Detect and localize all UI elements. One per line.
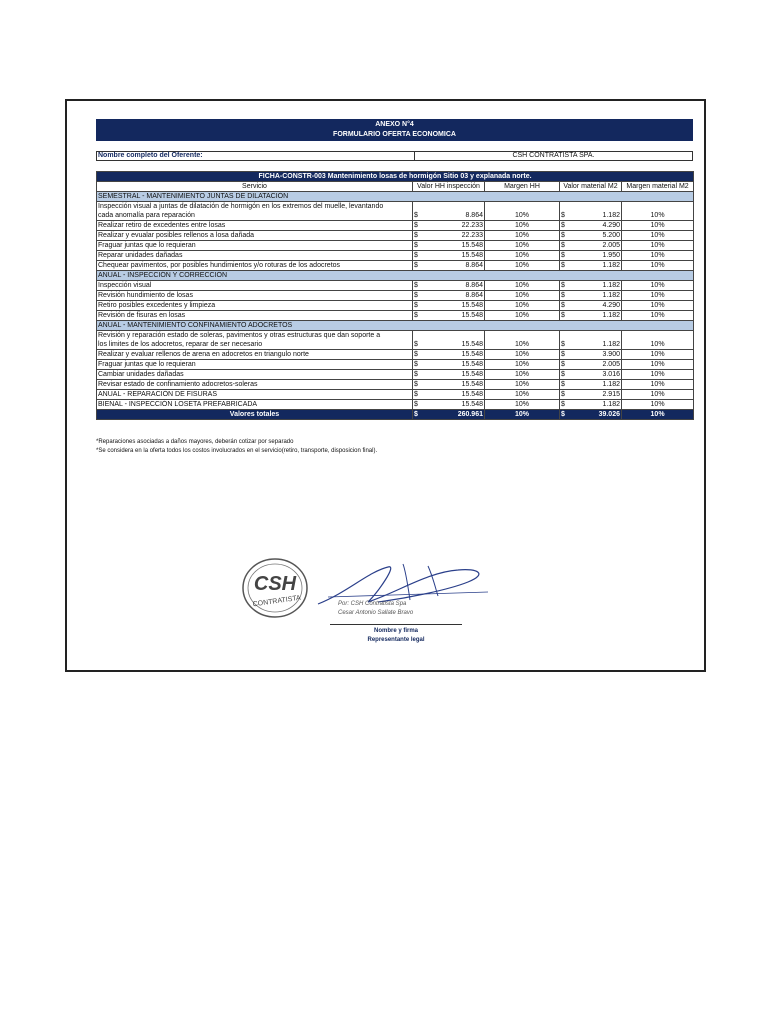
currency-symbol: $ bbox=[414, 291, 418, 299]
service-cell: los limites de los adocretos, reparar de ser necesario bbox=[97, 340, 413, 350]
material-value: 1.182 bbox=[567, 291, 622, 301]
currency-symbol: $ bbox=[561, 350, 565, 358]
material-margin: 10% bbox=[622, 370, 694, 380]
currency-symbol: $ bbox=[561, 291, 565, 299]
currency-symbol: $ bbox=[561, 261, 565, 269]
hh-margin: 10% bbox=[485, 311, 560, 321]
material-margin: 10% bbox=[622, 340, 694, 350]
material-margin: 10% bbox=[622, 311, 694, 321]
material-margin: 10% bbox=[622, 291, 694, 301]
table-row bbox=[97, 390, 694, 400]
material-value: 5.200 bbox=[567, 231, 622, 241]
col-header-hh: Valor HH inspección bbox=[413, 182, 485, 192]
totals-row bbox=[97, 410, 694, 420]
currency-symbol: $ bbox=[561, 390, 565, 398]
service-cell: Inspección visual a juntas de dilatación de hormigón en los extremos del muelle, levantando bbox=[97, 202, 413, 212]
hh-value: 15.548 bbox=[420, 390, 485, 400]
material-value: 1.182 bbox=[567, 380, 622, 390]
currency-symbol: $ bbox=[414, 241, 418, 249]
total-margin-material: 10% bbox=[622, 410, 694, 420]
table-row bbox=[97, 380, 694, 390]
signature-name-label: Nombre y firma bbox=[373, 628, 418, 634]
signature-role-label: Representante legal bbox=[367, 637, 425, 643]
price-table bbox=[96, 171, 694, 420]
material-value: 2.005 bbox=[567, 360, 622, 370]
table-row bbox=[97, 360, 694, 370]
table-title: FICHA-CONSTR-003 Mantenimiento losas de hormigón Sitio 03 y explanada norte. bbox=[97, 172, 694, 182]
material-margin: 10% bbox=[622, 241, 694, 251]
table-row bbox=[97, 331, 694, 341]
currency-symbol: $ bbox=[561, 211, 565, 219]
hh-value: 8.864 bbox=[420, 261, 485, 271]
currency-symbol: $ bbox=[414, 251, 418, 259]
material-value: 1.182 bbox=[567, 340, 622, 350]
hh-margin: 10% bbox=[485, 400, 560, 410]
total-hh: 260.961 bbox=[420, 410, 485, 420]
offerer-label: Nombre completo del Oferente: bbox=[97, 152, 415, 160]
col-header-margin-material: Margen material M2 bbox=[622, 182, 694, 192]
table-row bbox=[97, 202, 694, 212]
material-value: 1.182 bbox=[567, 261, 622, 271]
hh-margin: 10% bbox=[485, 291, 560, 301]
empty-cell bbox=[413, 331, 420, 341]
currency-symbol: $ bbox=[561, 360, 565, 368]
section-row bbox=[97, 321, 694, 331]
hh-margin: 10% bbox=[485, 360, 560, 370]
hh-margin: 10% bbox=[485, 221, 560, 231]
empty-cell bbox=[567, 202, 622, 212]
total-material: 39.026 bbox=[567, 410, 622, 420]
currency-symbol: $ bbox=[561, 380, 565, 388]
service-cell: Fraguar juntas que lo requieran bbox=[97, 241, 413, 251]
table-row bbox=[97, 261, 694, 271]
hh-margin: 10% bbox=[485, 241, 560, 251]
column-header-row bbox=[97, 182, 694, 192]
material-margin: 10% bbox=[622, 380, 694, 390]
currency-symbol: $ bbox=[561, 410, 565, 418]
service-cell: Chequear pavimentos, por posibles hundimientos y/o roturas de los adocretos bbox=[97, 261, 413, 271]
currency-symbol: $ bbox=[561, 221, 565, 229]
material-margin: 10% bbox=[622, 251, 694, 261]
table-row bbox=[97, 311, 694, 321]
material-margin: 10% bbox=[622, 301, 694, 311]
currency-symbol: $ bbox=[414, 211, 418, 219]
hh-value: 8.864 bbox=[420, 291, 485, 301]
empty-cell bbox=[485, 202, 560, 212]
section-title: ANUAL - INSPECCIÓN Y CORRECCIÓN bbox=[97, 271, 694, 281]
section-title: SEMESTRAL - MANTENIMIENTO JUNTAS DE DILATACIÓN bbox=[97, 192, 694, 202]
table-row bbox=[97, 211, 694, 221]
service-cell: cada anomalía para reparación bbox=[97, 211, 413, 221]
hh-margin: 10% bbox=[485, 231, 560, 241]
material-value: 3.016 bbox=[567, 370, 622, 380]
footnotes bbox=[96, 438, 696, 456]
stamp-person: Cesar Antonio Sallate Bravo bbox=[338, 610, 414, 616]
form-title: FORMULARIO OFERTA ECONOMICA bbox=[333, 131, 456, 138]
material-value: 2.915 bbox=[567, 390, 622, 400]
total-margin-hh: 10% bbox=[485, 410, 560, 420]
table-row bbox=[97, 340, 694, 350]
currency-symbol: $ bbox=[414, 231, 418, 239]
empty-cell bbox=[622, 202, 694, 212]
material-margin: 10% bbox=[622, 360, 694, 370]
currency-symbol: $ bbox=[561, 281, 565, 289]
material-value: 4.290 bbox=[567, 221, 622, 231]
section-row bbox=[97, 192, 694, 202]
currency-symbol: $ bbox=[414, 370, 418, 378]
hh-margin: 10% bbox=[485, 211, 560, 221]
hh-margin: 10% bbox=[485, 370, 560, 380]
hh-margin: 10% bbox=[485, 350, 560, 360]
currency-symbol: $ bbox=[561, 231, 565, 239]
currency-symbol: $ bbox=[414, 301, 418, 309]
material-margin: 10% bbox=[622, 400, 694, 410]
hh-value: 15.548 bbox=[420, 301, 485, 311]
material-value: 2.005 bbox=[567, 241, 622, 251]
material-margin: 10% bbox=[622, 211, 694, 221]
empty-cell bbox=[413, 202, 420, 212]
currency-symbol: $ bbox=[561, 251, 565, 259]
currency-symbol: $ bbox=[414, 221, 418, 229]
service-cell: BIENAL - INSPECCIÓN LOSETA PREFABRICADA bbox=[97, 400, 413, 410]
section-title: ANUAL - MANTENIMIENTO CONFINAMIENTO ADOCRETOS bbox=[97, 321, 694, 331]
hh-value: 15.548 bbox=[420, 311, 485, 321]
table-row bbox=[97, 370, 694, 380]
offerer-row bbox=[96, 151, 693, 161]
service-cell: Revisar estado de confinamiento adocretos-soleras bbox=[97, 380, 413, 390]
annex-title: ANEXO N°4 bbox=[375, 121, 414, 128]
service-cell: Reparar unidades dañadas bbox=[97, 251, 413, 261]
table-row bbox=[97, 231, 694, 241]
stamp-company: Por: CSH Contratista Spa bbox=[338, 601, 407, 607]
service-cell: Fraguar juntas que lo requieran bbox=[97, 360, 413, 370]
hh-margin: 10% bbox=[485, 261, 560, 271]
hh-value: 15.548 bbox=[420, 380, 485, 390]
currency-symbol: $ bbox=[561, 370, 565, 378]
currency-symbol: $ bbox=[414, 380, 418, 388]
service-cell: Realizar y evualar posibles rellenos a losa dañada bbox=[97, 231, 413, 241]
currency-symbol: $ bbox=[414, 311, 418, 319]
currency-symbol: $ bbox=[561, 311, 565, 319]
currency-symbol: $ bbox=[414, 410, 418, 418]
empty-cell bbox=[420, 202, 485, 212]
currency-symbol: $ bbox=[561, 400, 565, 408]
material-margin: 10% bbox=[622, 231, 694, 241]
totals-label: Valores totales bbox=[97, 410, 413, 420]
currency-symbol: $ bbox=[414, 340, 418, 348]
service-cell: Inspección visual bbox=[97, 281, 413, 291]
table-row bbox=[97, 301, 694, 311]
empty-cell bbox=[560, 202, 567, 212]
empty-cell bbox=[485, 331, 560, 341]
material-value: 1.182 bbox=[567, 211, 622, 221]
service-cell: Realizar y evaluar rellenos de arena en adocretos en triangulo norte bbox=[97, 350, 413, 360]
table-row bbox=[97, 291, 694, 301]
currency-symbol: $ bbox=[414, 350, 418, 358]
currency-symbol: $ bbox=[414, 261, 418, 269]
currency-symbol: $ bbox=[414, 360, 418, 368]
hh-value: 22.233 bbox=[420, 231, 485, 241]
material-margin: 10% bbox=[622, 350, 694, 360]
service-cell: ANUAL - REPARACIÓN DE FISURAS bbox=[97, 390, 413, 400]
empty-cell bbox=[560, 331, 567, 341]
table-row bbox=[97, 281, 694, 291]
currency-symbol: $ bbox=[561, 340, 565, 348]
material-value: 1.182 bbox=[567, 400, 622, 410]
material-value: 1.182 bbox=[567, 281, 622, 291]
hh-value: 15.548 bbox=[420, 340, 485, 350]
currency-symbol: $ bbox=[561, 241, 565, 249]
material-value: 3.900 bbox=[567, 350, 622, 360]
currency-symbol: $ bbox=[414, 281, 418, 289]
hh-margin: 10% bbox=[485, 340, 560, 350]
table-row bbox=[97, 221, 694, 231]
material-value: 4.290 bbox=[567, 301, 622, 311]
hh-value: 15.548 bbox=[420, 251, 485, 261]
form-header bbox=[96, 119, 693, 141]
table-row bbox=[97, 251, 694, 261]
footnote: *Reparaciones asociadas a daños mayores, deberán cotizar por separado bbox=[96, 439, 294, 445]
offerer-name: CSH CONTRATISTA SPA. bbox=[512, 152, 595, 159]
currency-symbol: $ bbox=[414, 390, 418, 398]
empty-cell bbox=[622, 331, 694, 341]
hh-value: 15.548 bbox=[420, 370, 485, 380]
material-value: 1.182 bbox=[567, 311, 622, 321]
service-cell: Cambiar unidades dañadas bbox=[97, 370, 413, 380]
empty-cell bbox=[567, 331, 622, 341]
signature-line bbox=[330, 624, 462, 625]
svg-text:CONTRATISTA: CONTRATISTA bbox=[252, 594, 302, 609]
empty-cell bbox=[420, 331, 485, 341]
table-row bbox=[97, 241, 694, 251]
footnote: *Se considera en la oferta todos los costos involucrados en el servicio(retiro, transporte, disposicion final). bbox=[96, 448, 378, 454]
service-cell: Revisión de fisuras en losas bbox=[97, 311, 413, 321]
col-header-margin-hh: Margen HH bbox=[485, 182, 560, 192]
table-title-row bbox=[97, 172, 694, 182]
service-cell: Realizar retiro de excedentes entre losas bbox=[97, 221, 413, 231]
hh-value: 15.548 bbox=[420, 360, 485, 370]
currency-symbol: $ bbox=[561, 301, 565, 309]
hh-value: 8.864 bbox=[420, 211, 485, 221]
currency-symbol: $ bbox=[414, 400, 418, 408]
material-margin: 10% bbox=[622, 281, 694, 291]
col-header-material: Valor material M2 bbox=[560, 182, 622, 192]
hh-margin: 10% bbox=[485, 380, 560, 390]
svg-text:CSH: CSH bbox=[253, 573, 297, 595]
material-margin: 10% bbox=[622, 390, 694, 400]
hh-margin: 10% bbox=[485, 301, 560, 311]
material-margin: 10% bbox=[622, 261, 694, 271]
service-cell: Revisión y reparación estado de soleras, pavimentos y otras estructuras que dan soporte a bbox=[97, 331, 413, 341]
hh-margin: 10% bbox=[485, 251, 560, 261]
service-cell: Retiro posibles excedentes y limpieza bbox=[97, 301, 413, 311]
material-margin: 10% bbox=[622, 221, 694, 231]
material-value: 1.950 bbox=[567, 251, 622, 261]
section-row bbox=[97, 271, 694, 281]
service-cell: Revisión hundimiento de losas bbox=[97, 291, 413, 301]
hh-margin: 10% bbox=[485, 390, 560, 400]
company-seal-icon bbox=[240, 556, 310, 620]
hh-margin: 10% bbox=[485, 281, 560, 291]
hh-value: 15.548 bbox=[420, 241, 485, 251]
hh-value: 15.548 bbox=[420, 400, 485, 410]
hh-value: 15.548 bbox=[420, 350, 485, 360]
table-row bbox=[97, 350, 694, 360]
table-row bbox=[97, 400, 694, 410]
hh-value: 22.233 bbox=[420, 221, 485, 231]
hh-value: 8.864 bbox=[420, 281, 485, 291]
col-header-service: Servicio bbox=[97, 182, 413, 192]
